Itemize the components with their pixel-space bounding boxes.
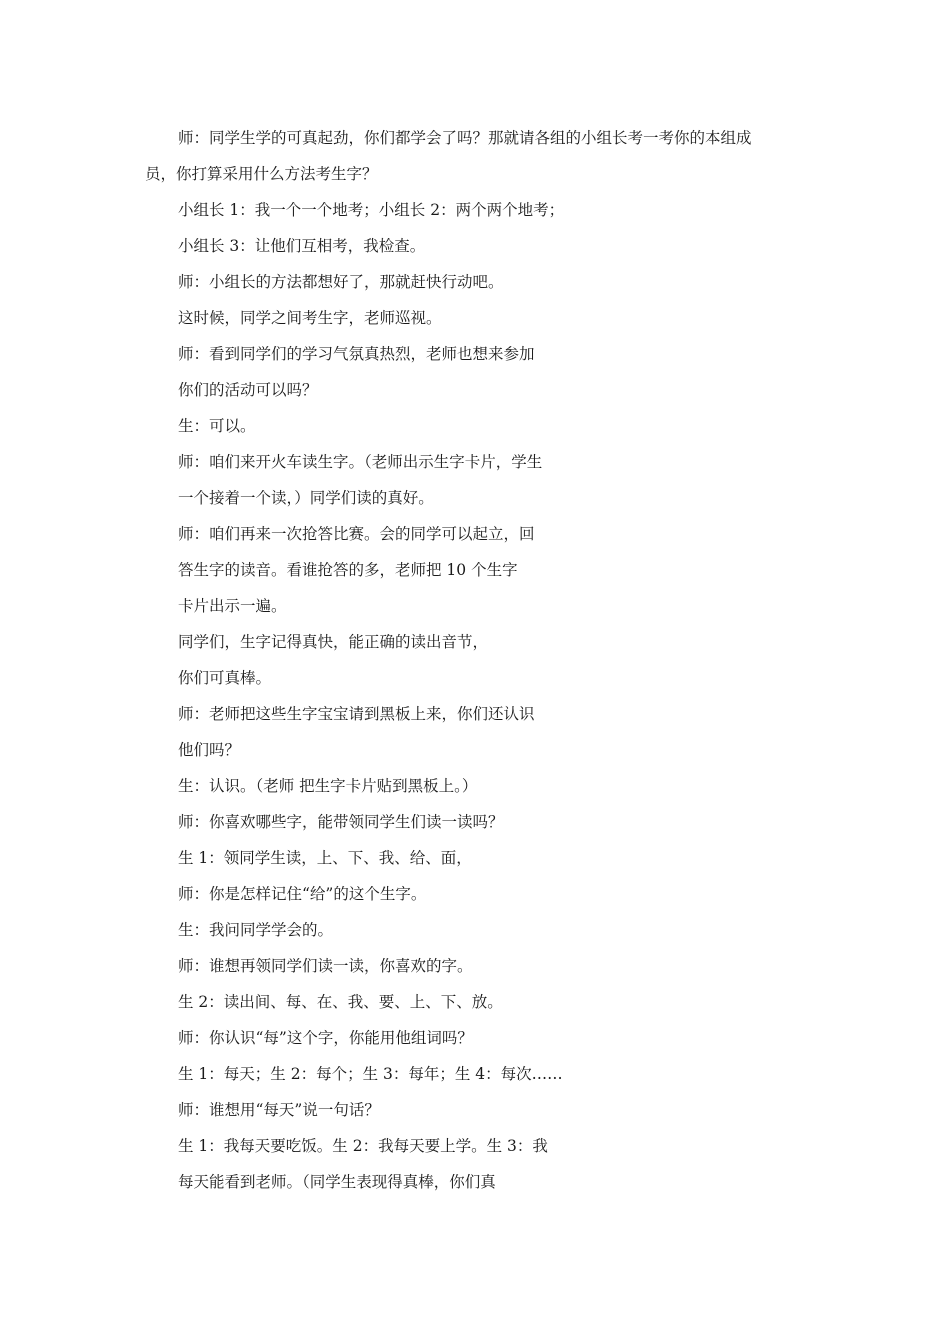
paragraph-line: 师：你是怎样记住“给”的这个生字。 bbox=[178, 885, 427, 903]
paragraph-line: 你们可真棒。 bbox=[178, 669, 272, 687]
paragraph-line: 师：谁想用“每天”说一句话？ bbox=[178, 1101, 380, 1119]
paragraph-line: 师：看到同学们的学习气氛真热烈，老师也想来参加 bbox=[178, 345, 535, 363]
paragraph-line: 师：咱们来开火车读生字。（老师出示生字卡片，学生 bbox=[178, 453, 543, 471]
paragraph-line: 答生字的读音。看谁抢答的多，老师把 10 个生字 bbox=[178, 561, 518, 579]
paragraph-line: 生：认识。（老师 把生字卡片贴到黑板上。） bbox=[178, 777, 478, 795]
paragraph-line: 生 1：每天；生 2：每个；生 3：每年；生 4：每次…… bbox=[178, 1065, 563, 1083]
paragraph-line: 同学们，生字记得真快，能正确的读出音节， bbox=[178, 633, 489, 651]
paragraph-line: 师：谁想再领同学们读一读，你喜欢的字。 bbox=[178, 957, 473, 975]
paragraph-line: 你们的活动可以吗？ bbox=[178, 381, 318, 399]
paragraph-line: 生 1：我每天要吃饭。生 2：我每天要上学。生 3：我 bbox=[178, 1137, 548, 1155]
paragraph-line: 每天能看到老师。（同学生表现得真棒，你们真 bbox=[178, 1173, 496, 1191]
paragraph-line: 卡片出示一遍。 bbox=[178, 597, 287, 615]
paragraph-line: 他们吗？ bbox=[178, 741, 241, 759]
paragraph-line: 员，你打算采用什么方法考生字？ bbox=[145, 165, 378, 183]
paragraph-line: 师：你喜欢哪些字，能带领同学生们读一读吗？ bbox=[178, 813, 504, 831]
paragraph-line: 生：我问同学学会的。 bbox=[178, 921, 334, 939]
paragraph-line: 生 2：读出间、每、在、我、要、上、下、放。 bbox=[178, 993, 503, 1011]
paragraph-line: 一个接着一个读，）同学们读的真好。 bbox=[178, 489, 434, 507]
paragraph-line: 师：同学生学的可真起劲，你们都学会了吗？那就请各组的小组长考一考你的本组成 bbox=[178, 129, 752, 147]
paragraph-line: 这时候，同学之间考生字，老师巡视。 bbox=[178, 309, 442, 327]
paragraph-line: 师：老师把这些生字宝宝请到黑板上来，你们还认识 bbox=[178, 705, 535, 723]
paragraph-line: 师：你认识“每”这个字，你能用他组词吗？ bbox=[178, 1029, 473, 1047]
document-body bbox=[145, 120, 825, 1200]
paragraph-line: 师：咱们再来一次抢答比赛。会的同学可以起立，回 bbox=[178, 525, 535, 543]
paragraph-line: 生：可以。 bbox=[178, 417, 256, 435]
paragraph-line: 师：小组长的方法都想好了，那就赶快行动吧。 bbox=[178, 273, 504, 291]
paragraph-line: 小组长 3：让他们互相考，我检查。 bbox=[178, 237, 426, 255]
paragraph-line: 生 1：领同学生读，上、下、我、给、面， bbox=[178, 849, 472, 867]
paragraph-line: 小组长 1：我一个一个地考；小组长 2：两个两个地考； bbox=[178, 201, 565, 219]
